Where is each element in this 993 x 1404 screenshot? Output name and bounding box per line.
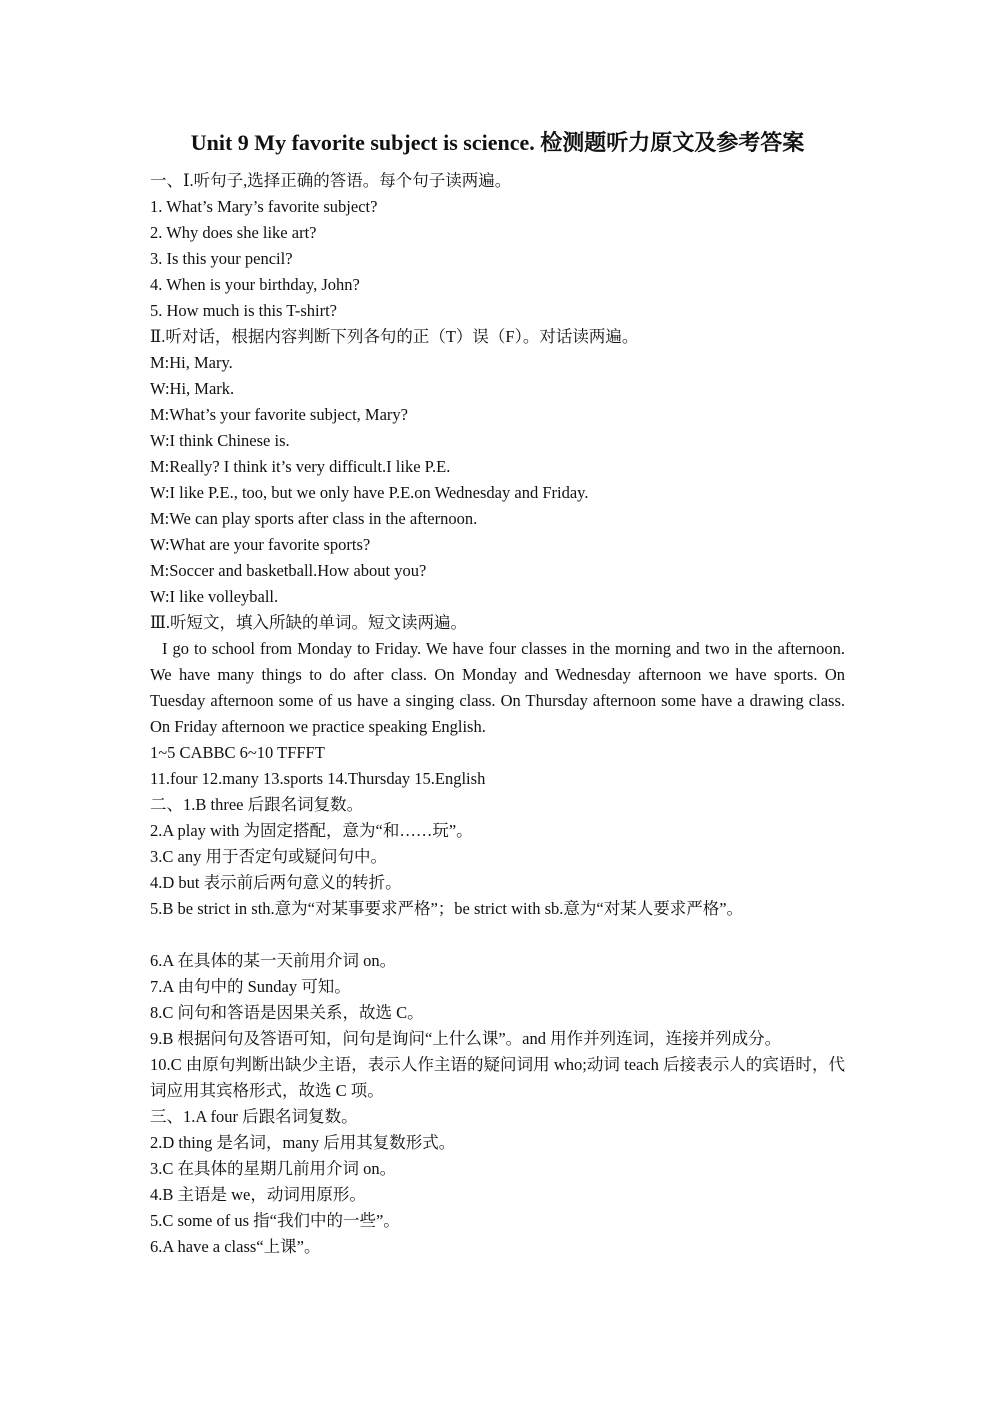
- dialogue-line: M:Soccer and basketball.How about you?: [150, 561, 427, 580]
- page-title: Unit 9 My favorite subject is science. 检测题听力原文及参考答案: [190, 130, 805, 155]
- part1-heading: 一、Ⅰ.听句子,选择正确的答语。每个句子读两遍。: [150, 171, 512, 190]
- explanation-line: 4.D but 表示前后两句意义的转折。: [150, 873, 402, 892]
- explanation-line: 二、1.B three 后跟名词复数。: [150, 795, 364, 814]
- dialogue-line: M:Hi, Mary.: [150, 353, 233, 372]
- dialogue-line: W:I like P.E., too, but we only have P.E.on Wednesday and Friday.: [150, 483, 589, 502]
- explanation-paragraph: 10.C 由原句判断出缺少主语，表示人作主语的疑问词用 who;动词 teach 后接表示人的宾语时，代词应用其宾格形式，故选 C 项。: [150, 1055, 845, 1100]
- explanation-line: 6.A 在具体的某一天前用介词 on。: [150, 951, 397, 970]
- dialogue-line: M:We can play sports after class in the afternoon.: [150, 509, 478, 528]
- explanation-line: 3.C any 用于否定句或疑问句中。: [150, 847, 387, 866]
- explanation-line: 5.B be strict in sth.意为“对某事要求严格”；be strict with sb.意为“对某人要求严格”。: [150, 899, 744, 918]
- part2-heading: Ⅱ.听对话，根据内容判断下列各句的正（T）误（F）。对话读两遍。: [150, 327, 639, 346]
- explanation-line: 三、1.A four 后跟名词复数。: [150, 1107, 358, 1126]
- answer-key-line: 1~5 CABBC 6~10 TFFFT: [150, 743, 325, 762]
- explanation-line: 7.A 由句中的 Sunday 可知。: [150, 977, 351, 996]
- document-page: [150, 128, 845, 1260]
- question-line: 4. When is your birthday, John?: [150, 275, 360, 294]
- answer-key-line: 11.four 12.many 13.sports 14.Thursday 15.English: [150, 769, 486, 788]
- dialogue-line: M:Really? I think it’s very difficult.I like P.E.: [150, 457, 451, 476]
- dialogue-line: M:What’s your favorite subject, Mary?: [150, 405, 408, 424]
- dialogue-line: W:I like volleyball.: [150, 587, 279, 606]
- question-line: 1. What’s Mary’s favorite subject?: [150, 197, 378, 216]
- dialogue-line: W:I think Chinese is.: [150, 431, 290, 450]
- question-line: 5. How much is this T-shirt?: [150, 301, 338, 320]
- explanation-line: 4.B 主语是 we，动词用原形。: [150, 1185, 366, 1204]
- explanation-line: 5.C some of us 指“我们中的一些”。: [150, 1211, 400, 1230]
- explanation-line: 9.B 根据问句及答语可知，问句是询问“上什么课”。and 用作并列连词，连接并列成分。: [150, 1029, 782, 1048]
- listening-passage: I go to school from Monday to Friday. We have four classes in the morning and two in the afternoon. We have many things to do after class. On Monday and Wednesday afternoon we have sports. On Tuesday afternoon some of us have a singing class. On Thursday afternoon some have a drawing class. On Friday afternoon we practice speaking English.: [150, 639, 845, 736]
- dialogue-line: W:What are your favorite sports?: [150, 535, 371, 554]
- explanation-line: 6.A have a class“上课”。: [150, 1237, 321, 1256]
- question-line: 3. Is this your pencil?: [150, 249, 293, 268]
- explanation-line: 2.A play with 为固定搭配，意为“和……玩”。: [150, 821, 473, 840]
- explanation-line: 2.D thing 是名词，many 后用其复数形式。: [150, 1133, 456, 1152]
- part3-heading: Ⅲ.听短文，填入所缺的单词。短文读两遍。: [150, 613, 468, 632]
- explanation-line: 3.C 在具体的星期几前用介词 on。: [150, 1159, 397, 1178]
- question-line: 2. Why does she like art?: [150, 223, 317, 242]
- explanation-line: 8.C 问句和答语是因果关系，故选 C。: [150, 1003, 424, 1022]
- dialogue-line: W:Hi, Mark.: [150, 379, 235, 398]
- blank-spacer: [150, 922, 845, 948]
